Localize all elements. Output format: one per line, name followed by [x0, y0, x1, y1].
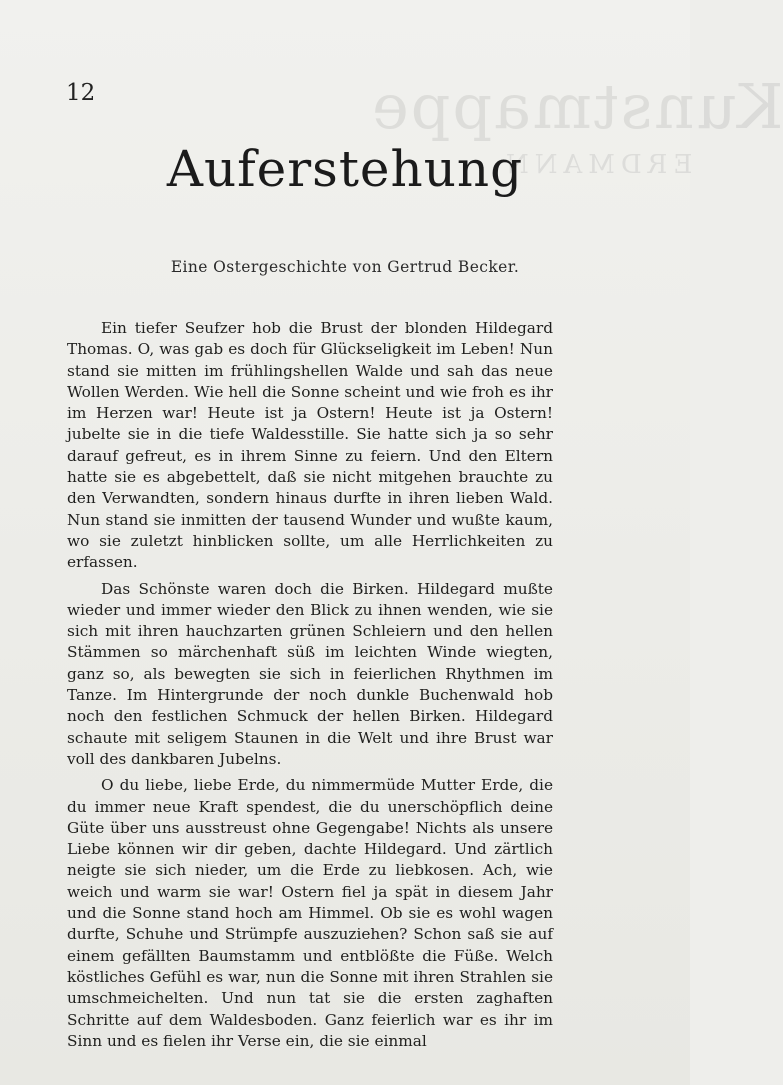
story-body	[67, 318, 553, 1057]
story-subtitle: Eine Ostergeschichte von Gertrud Becker.	[170, 258, 520, 276]
bleed-mark-small: ERDMANN	[500, 150, 693, 180]
paragraph: Ein tiefer Seufzer hob die Brust der blonden Hildegard Thomas. O, was gab es doch für Glückseligkeit im Leben! Nun stand sie mitten im frühlingshellen Walde und sah das neue Wollen Werden. Wie hell die Sonne scheint und wie froh es ihr im Herzen war! Heute ist ja Ostern! Heute ist ja Ostern! jubelte sie in die tiefe Waldesstille. Sie hatte sich ja so sehr darauf gefreut, es in ihrem Sinne zu feiern. Und den Eltern hatte sie es abgebettelt, daß sie nicht mitgehen brauchte zu den Verwandten, sondern hinaus durfte in ihren lieben Wald. Nun stand sie inmitten der tausend Wunder und wußte kaum, wo sie zuletzt hinblicken sollte, um alle Herrlichkeiten zu erfassen.	[67, 319, 553, 572]
story-title: Auferstehung	[166, 140, 524, 198]
paragraph: O du liebe, liebe Erde, du nimmermüde Mutter Erde, die du immer neue Kraft spendest, die du unerschöpflich deine Güte über uns ausstreust ohne Gegengabe! Nichts als unsere Liebe können wir dir geben, dachte Hildegard. Und zärtlich neigte sie sich nieder, um die Erde zu liebkosen. Ach, wie weich und warm sie war! Ostern fiel ja spät in diesem Jahr und die Sonne stand hoch am Himmel. Ob sie es wohl wagen durfte, Schuhe und Strümpfe auszuziehen? Schon saß sie auf einem gefällten Baumstamm und entblößte die Füße. Welch köstliches Gefühl es war, nun die Sonne mit ihren Strahlen sie umschmeichelten. Und nun tat sie die ersten zaghaften Schritte auf dem Waldesboden. Ganz feierlich war es ihr im Sinn und es fielen ihr Verse ein, die sie einmal	[67, 776, 553, 1050]
paragraph: Das Schönste waren doch die Birken. Hildegard mußte wieder und immer wieder den Blick zu ihnen wenden, wie sie sich mit ihren hauchzarten grünen Schleiern und den hellen Stämmen so märchenhaft süß im leichten Winde wiegten, ganz so, als bewegten sie sich in feierlichen Rhythmen im Tanze. Im Hintergrunde der noch dunkle Buchenwald hob noch den festlichen Schmuck der hellen Birken. Hildegard schaute mit seligem Staunen in die Welt und ihre Brust war voll des dankbaren Jubelns.	[67, 579, 553, 768]
page-number: 12	[66, 80, 96, 106]
bleed-mark-large: Kunstmappe	[370, 70, 783, 143]
